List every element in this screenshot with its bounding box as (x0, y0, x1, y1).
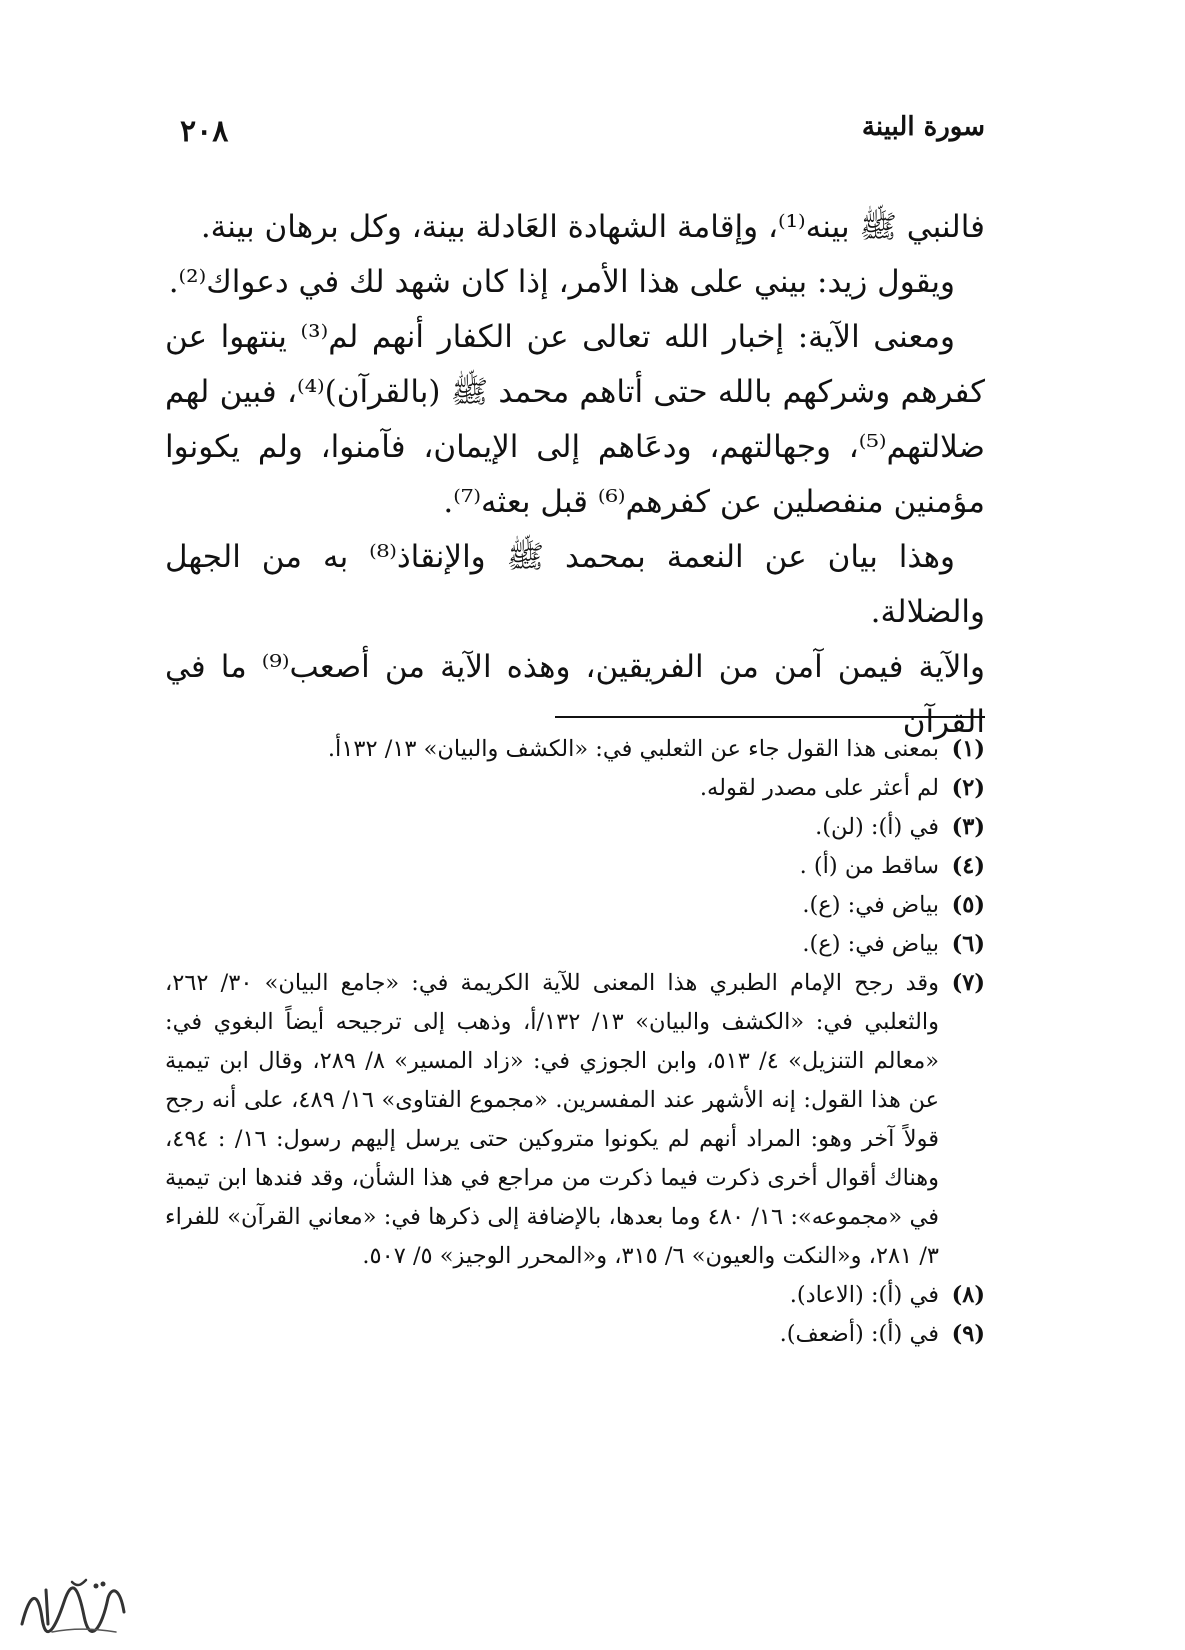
footnote-number: (١) (951, 736, 985, 762)
footnote (165, 964, 985, 1276)
footnote-text: لم أعثر على مصدر لقوله. (699, 775, 939, 801)
footnote-number: (٨) (951, 1282, 985, 1308)
page-header (180, 112, 985, 156)
calligraphy-logo-icon (12, 1572, 132, 1638)
footnote-number: (٦) (951, 931, 985, 957)
footnote-divider (555, 716, 985, 718)
body-paragraph: وهذا بيان عن النعمة بمحمد ﷺ والإنقاذ⁽⁸⁾ به من الجهل والضلالة. (165, 539, 985, 630)
watermark-logo (12, 1572, 132, 1638)
footnote (165, 1276, 985, 1315)
body-paragraph: ويقول زيد: بيني على هذا الأمر، إذا كان شهد لك في دعواك⁽²⁾. (168, 264, 955, 300)
footnote (165, 925, 985, 964)
footnote (165, 769, 985, 808)
footnote-text: في (أ): (لن). (815, 814, 939, 840)
footnote (165, 886, 985, 925)
footnote-number: (٩) (951, 1321, 985, 1347)
footnote (165, 847, 985, 886)
footnotes (165, 730, 985, 1354)
footnote-text: في (أ): (الاعاد). (789, 1282, 939, 1308)
footnote-number: (٣) (951, 814, 985, 840)
body-paragraph: والآية فيمن آمن من الفريقين، وهذه الآية من أصعب⁽⁹⁾ ما في القرآن (165, 649, 986, 740)
footnote-text: في (أ): (أضعف). (779, 1321, 939, 1347)
main-text (165, 200, 985, 750)
footnote-text: بياض في: (ع). (802, 931, 939, 957)
footnote-text: وقد رجح الإمام الطبري هذا المعنى للآية الكريمة في: «جامع البيان» ٣٠/ ٢٦٢، والثعلبي في: «الكشف والبيان» ١٣/ ١٣٢/أ، وذهب إلى ترجيحه أيضاً البغوي في: «معالم التنزيل» ٤/ ٥١٣، وابن الجوزي في: «زاد المسير» ٨/ ٢٨٩، وقال ابن تيمية عن هذا القول: إنه الأشهر عند المفسرين. «مجموع الفتاوى» ١٦/ ٤٨٩، على أنه رجح قولاً آخر وهو: المراد أنهم لم يكونوا متروكين حتى يرسل إليهم رسول: ١٦/ : ٤٩٤، وهناك أقوال أخرى ذكرت فيما ذكرت من مراجع في هذا الشأن، وقد فندها ابن تيمية في «مجموعه»: ١٦/ ٤٨٠ وما بعدها، بالإضافة إلى ذكرها في: «معاني القرآن» للفراء ٣/ ٢٨١، و«النكت والعيون» ٦/ ٣١٥، و«المحرر الوجيز» ٥/ ٥٠٧. (165, 970, 940, 1269)
footnote (165, 730, 985, 769)
footnote-number: (٧) (951, 970, 985, 996)
body-paragraph: ومعنى الآية: إخبار الله تعالى عن الكفار أنهم لم⁽³⁾ ينتهوا عن كفرهم وشركهم بالله حتى أتاهم محمد ﷺ (بالقرآن)⁽⁴⁾، فبين لهم ضلالتهم⁽⁵⁾، وجهالتهم، ودعَاهم إلى الإيمان، فآمنوا، ولم يكونوا مؤمنين منفصلين عن كفرهم⁽⁶⁾ قبل بعثه⁽⁷⁾. (165, 319, 985, 520)
page-number: ٢٠٨ (180, 114, 229, 149)
footnote-text: ساقط من (أ) . (799, 853, 939, 879)
footnote (165, 808, 985, 847)
running-title: سورة البينة (861, 112, 985, 142)
footnote-number: (٥) (951, 892, 985, 918)
footnote (165, 1315, 985, 1354)
footnote-text: بياض في: (ع). (802, 892, 939, 918)
body-paragraph: فالنبي ﷺ بينه⁽¹⁾، وإقامة الشهادة العَادلة بينة، وكل برهان بينة. (200, 209, 985, 245)
footnote-text: بمعنى هذا القول جاء عن الثعلبي في: «الكشف والبيان» ١٣/ ١٣٢أ. (327, 736, 939, 762)
footnote-number: (٢) (951, 775, 985, 801)
footnote-number: (٤) (951, 853, 985, 879)
